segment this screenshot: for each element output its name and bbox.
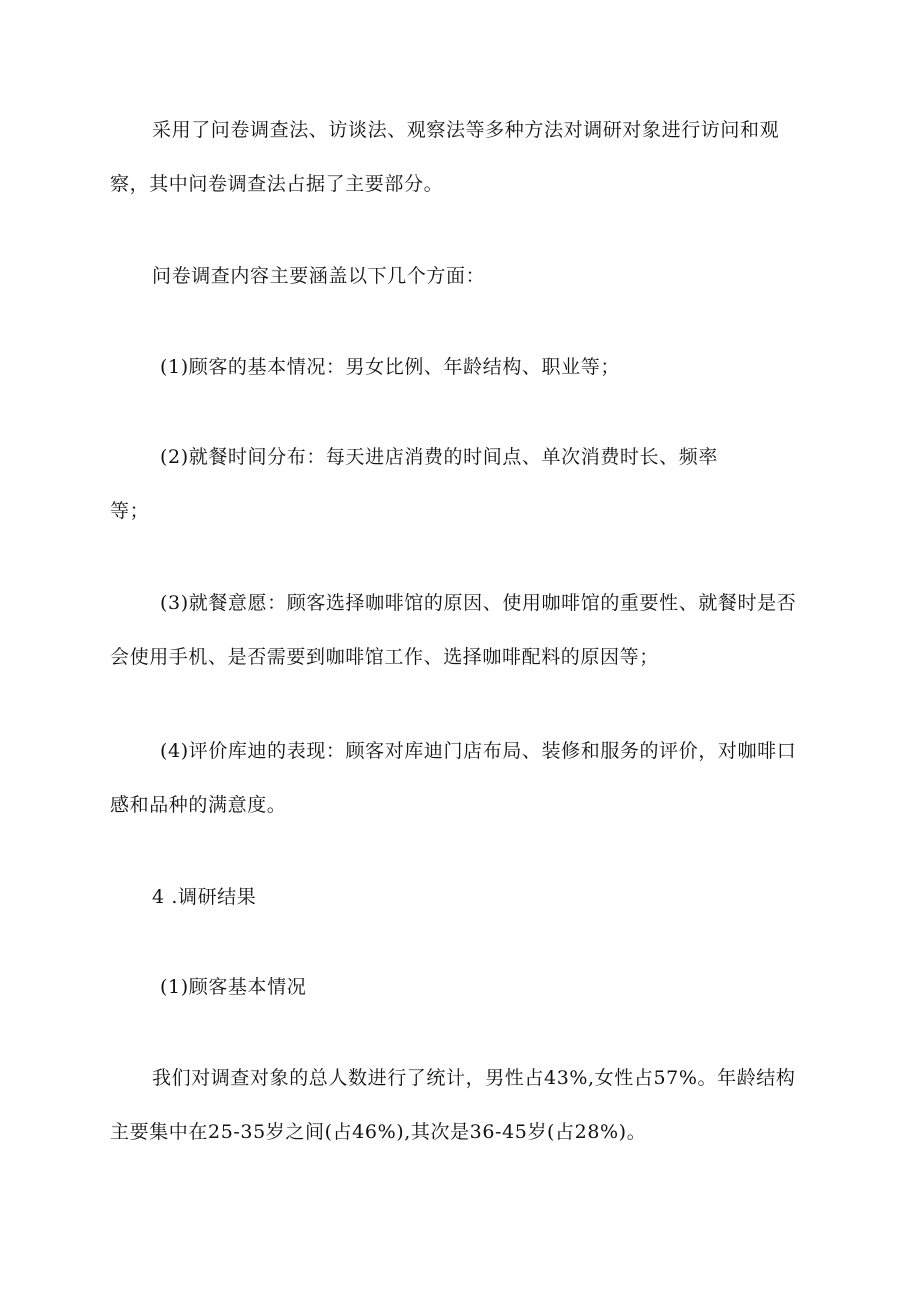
paragraph-1-line-1: 采用了问卷调查法、访谈法、观察法等多种方法对调研对象进行访问和观 [152, 119, 780, 141]
paragraph-9-line-1: 我们对调查对象的总人数进行了统计，男性占43%,女性占57%。年龄结构 [152, 1067, 796, 1089]
section-heading-results: 4 .调研结果 [152, 886, 257, 908]
subsection-heading-customer-basics: (1)顾客基本情况 [160, 976, 307, 998]
paragraph-3-line-1: (1)顾客的基本情况：男女比例、年龄结构、职业等； [160, 356, 620, 378]
paragraph-6-line-2: 感和品种的满意度。 [110, 794, 287, 816]
paragraph-5-line-1: (3)就餐意愿：顾客选择咖啡馆的原因、使用咖啡馆的重要性、就餐时是否 [160, 592, 797, 614]
paragraph-5-line-2: 会使用手机、是否需要到咖啡馆工作、选择咖啡配料的原因等； [110, 646, 659, 668]
paragraph-4-line-2: 等； [110, 500, 150, 522]
paragraph-4-line-1: (2)就餐时间分布：每天进店消费的时间点、单次消费时长、频率 [160, 446, 718, 468]
paragraph-9-line-2: 主要集中在25-35岁之间(占46%),其次是36-45岁(占28%)。 [110, 1121, 647, 1143]
paragraph-2-line-1: 问卷调查内容主要涵盖以下几个方面： [152, 265, 486, 287]
paragraph-6-line-1: (4)评价库迪的表现：顾客对库迪门店布局、装修和服务的评价，对咖啡口 [160, 740, 797, 762]
paragraph-1-line-2: 察，其中问卷调查法占据了主要部分。 [110, 173, 444, 195]
